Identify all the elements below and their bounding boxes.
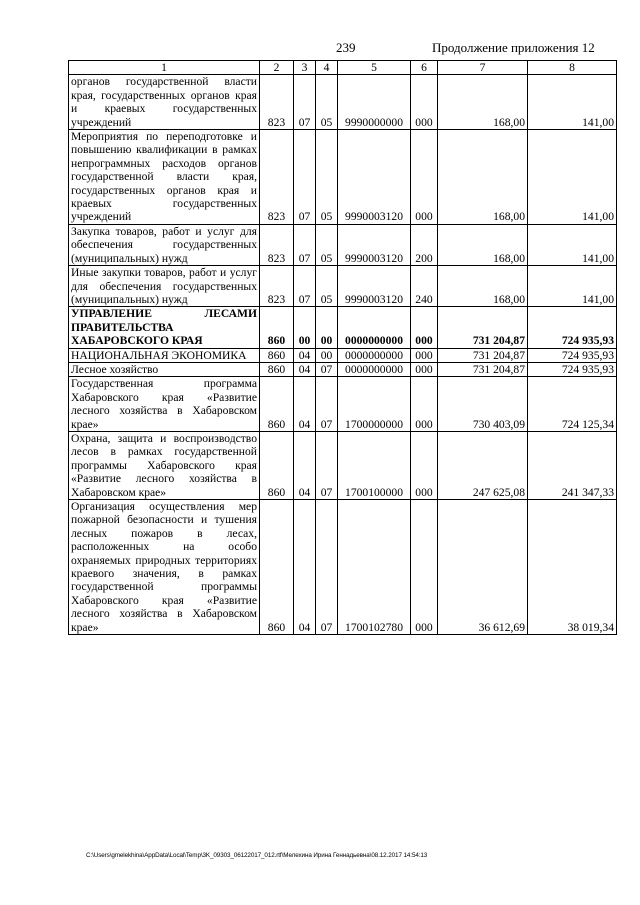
row-amount-year-1: 168,00 (438, 266, 528, 307)
row-name: УПРАВЛЕНИЕ ЛЕСАМИ ПРАВИТЕЛЬСТВА ХАБАРОВСКОГО КРАЯ (69, 307, 260, 348)
row-amount-year-1: 168,00 (438, 130, 528, 225)
row-amount-year-2: 724 935,93 (528, 307, 617, 348)
row-amount-year-1: 731 204,87 (438, 362, 528, 376)
row-amount-year-1: 168,00 (438, 224, 528, 265)
row-subsection: 07 (316, 377, 338, 432)
row-expense-type: 000 (411, 307, 438, 348)
row-target-article: 1700100000 (338, 431, 411, 499)
row-expense-type: 000 (411, 75, 438, 130)
table-header (69, 61, 617, 75)
row-name: Государственная программа Хабаровского края «Развитие лесного хозяйства в Хабаровском крае» (69, 377, 260, 432)
row-ministry-code: 860 (260, 362, 294, 376)
row-ministry-code: 860 (260, 500, 294, 635)
row-subsection: 05 (316, 75, 338, 130)
row-target-article: 0000000000 (338, 348, 411, 362)
row-name: Организация осуществления мер пожарной безопасности и тушения лесных пожаров в лесах, расположенных на особо охраняемых природных территориях краевого значения, в рамках государственной программы Хабаровского края «Развитие лесного хозяйства в Хабаровском крае» (69, 500, 260, 635)
row-ministry-code: 823 (260, 224, 294, 265)
row-target-article: 0000000000 (338, 307, 411, 348)
table-row (69, 266, 617, 307)
row-target-article: 9990003120 (338, 130, 411, 225)
row-subsection: 07 (316, 362, 338, 376)
column-header: 1 (69, 61, 260, 75)
row-subsection: 07 (316, 431, 338, 499)
row-subsection: 00 (316, 307, 338, 348)
row-amount-year-2: 38 019,34 (528, 500, 617, 635)
row-amount-year-2: 724 935,93 (528, 362, 617, 376)
row-section: 07 (294, 224, 316, 265)
row-expense-type: 000 (411, 130, 438, 225)
row-ministry-code: 860 (260, 307, 294, 348)
row-ministry-code: 860 (260, 431, 294, 499)
row-expense-type: 000 (411, 431, 438, 499)
row-name: органов государственной власти края, государственных органов края и краевых государственных учреждений (69, 75, 260, 130)
row-amount-year-2: 141,00 (528, 224, 617, 265)
table-row (69, 348, 617, 362)
row-amount-year-1: 168,00 (438, 75, 528, 130)
row-name: Иные закупки товаров, работ и услуг для обеспечения государственных (муниципальных) нужд (69, 266, 260, 307)
row-section: 04 (294, 431, 316, 499)
row-name: НАЦИОНАЛЬНАЯ ЭКОНОМИКА (69, 348, 260, 362)
row-expense-type: 000 (411, 362, 438, 376)
row-name: Мероприятия по переподготовке и повышению квалификации в рамках непрограммных расходов органов государственной власти края, государственных органов края и краевых государственных учреждений (69, 130, 260, 225)
row-ministry-code: 860 (260, 348, 294, 362)
column-header: 2 (260, 61, 294, 75)
row-expense-type: 000 (411, 348, 438, 362)
row-section: 04 (294, 362, 316, 376)
table-row (69, 362, 617, 376)
row-section: 07 (294, 75, 316, 130)
row-amount-year-2: 241 347,33 (528, 431, 617, 499)
row-target-article: 9990003120 (338, 266, 411, 307)
row-amount-year-1: 36 612,69 (438, 500, 528, 635)
table-row (69, 377, 617, 432)
table-row (69, 75, 617, 130)
row-section: 07 (294, 266, 316, 307)
row-target-article: 9990000000 (338, 75, 411, 130)
row-amount-year-1: 731 204,87 (438, 307, 528, 348)
table-row (69, 130, 617, 225)
column-header: 5 (338, 61, 411, 75)
row-section: 00 (294, 307, 316, 348)
column-header: 6 (411, 61, 438, 75)
row-amount-year-1: 730 403,09 (438, 377, 528, 432)
page-number: 239 (336, 40, 356, 55)
row-amount-year-2: 141,00 (528, 130, 617, 225)
table-body (69, 75, 617, 635)
budget-table (68, 60, 617, 635)
row-amount-year-1: 731 204,87 (438, 348, 528, 362)
row-subsection: 05 (316, 266, 338, 307)
table-row (69, 431, 617, 499)
row-section: 04 (294, 377, 316, 432)
row-target-article: 1700000000 (338, 377, 411, 432)
table-row (69, 224, 617, 265)
row-ministry-code: 860 (260, 377, 294, 432)
row-name: Закупка товаров, работ и услуг для обеспечения государственных (муниципальных) нужд (69, 224, 260, 265)
column-header: 8 (528, 61, 617, 75)
column-header: 7 (438, 61, 528, 75)
row-name: Лесное хозяйство (69, 362, 260, 376)
file-path-footer: C:\Users\gmelekhina\AppData\Local\Temp\3K_09303_06122017_012.rtf\Мелехина Ирина Геннадьевна\08.12.2017 14:54:13 (86, 852, 428, 859)
row-subsection: 00 (316, 348, 338, 362)
row-amount-year-2: 724 935,93 (528, 348, 617, 362)
table-row (69, 307, 617, 348)
row-expense-type: 000 (411, 500, 438, 635)
column-header: 4 (316, 61, 338, 75)
row-target-article: 9990003120 (338, 224, 411, 265)
row-section: 04 (294, 500, 316, 635)
row-amount-year-2: 724 125,34 (528, 377, 617, 432)
appendix-label: Продолжение приложения 12 (432, 40, 595, 55)
row-amount-year-2: 141,00 (528, 75, 617, 130)
row-expense-type: 000 (411, 377, 438, 432)
table-row (69, 500, 617, 635)
row-target-article: 0000000000 (338, 362, 411, 376)
row-subsection: 07 (316, 500, 338, 635)
row-expense-type: 240 (411, 266, 438, 307)
row-subsection: 05 (316, 130, 338, 225)
row-ministry-code: 823 (260, 130, 294, 225)
row-name: Охрана, защита и воспроизводство лесов в рамках государственной программы Хабаровского края «Развитие лесного хозяйства в Хабаровском крае» (69, 431, 260, 499)
row-ministry-code: 823 (260, 75, 294, 130)
row-expense-type: 200 (411, 224, 438, 265)
column-header: 3 (294, 61, 316, 75)
row-subsection: 05 (316, 224, 338, 265)
row-section: 04 (294, 348, 316, 362)
row-section: 07 (294, 130, 316, 225)
row-ministry-code: 823 (260, 266, 294, 307)
row-amount-year-1: 247 625,08 (438, 431, 528, 499)
row-target-article: 1700102780 (338, 500, 411, 635)
row-amount-year-2: 141,00 (528, 266, 617, 307)
